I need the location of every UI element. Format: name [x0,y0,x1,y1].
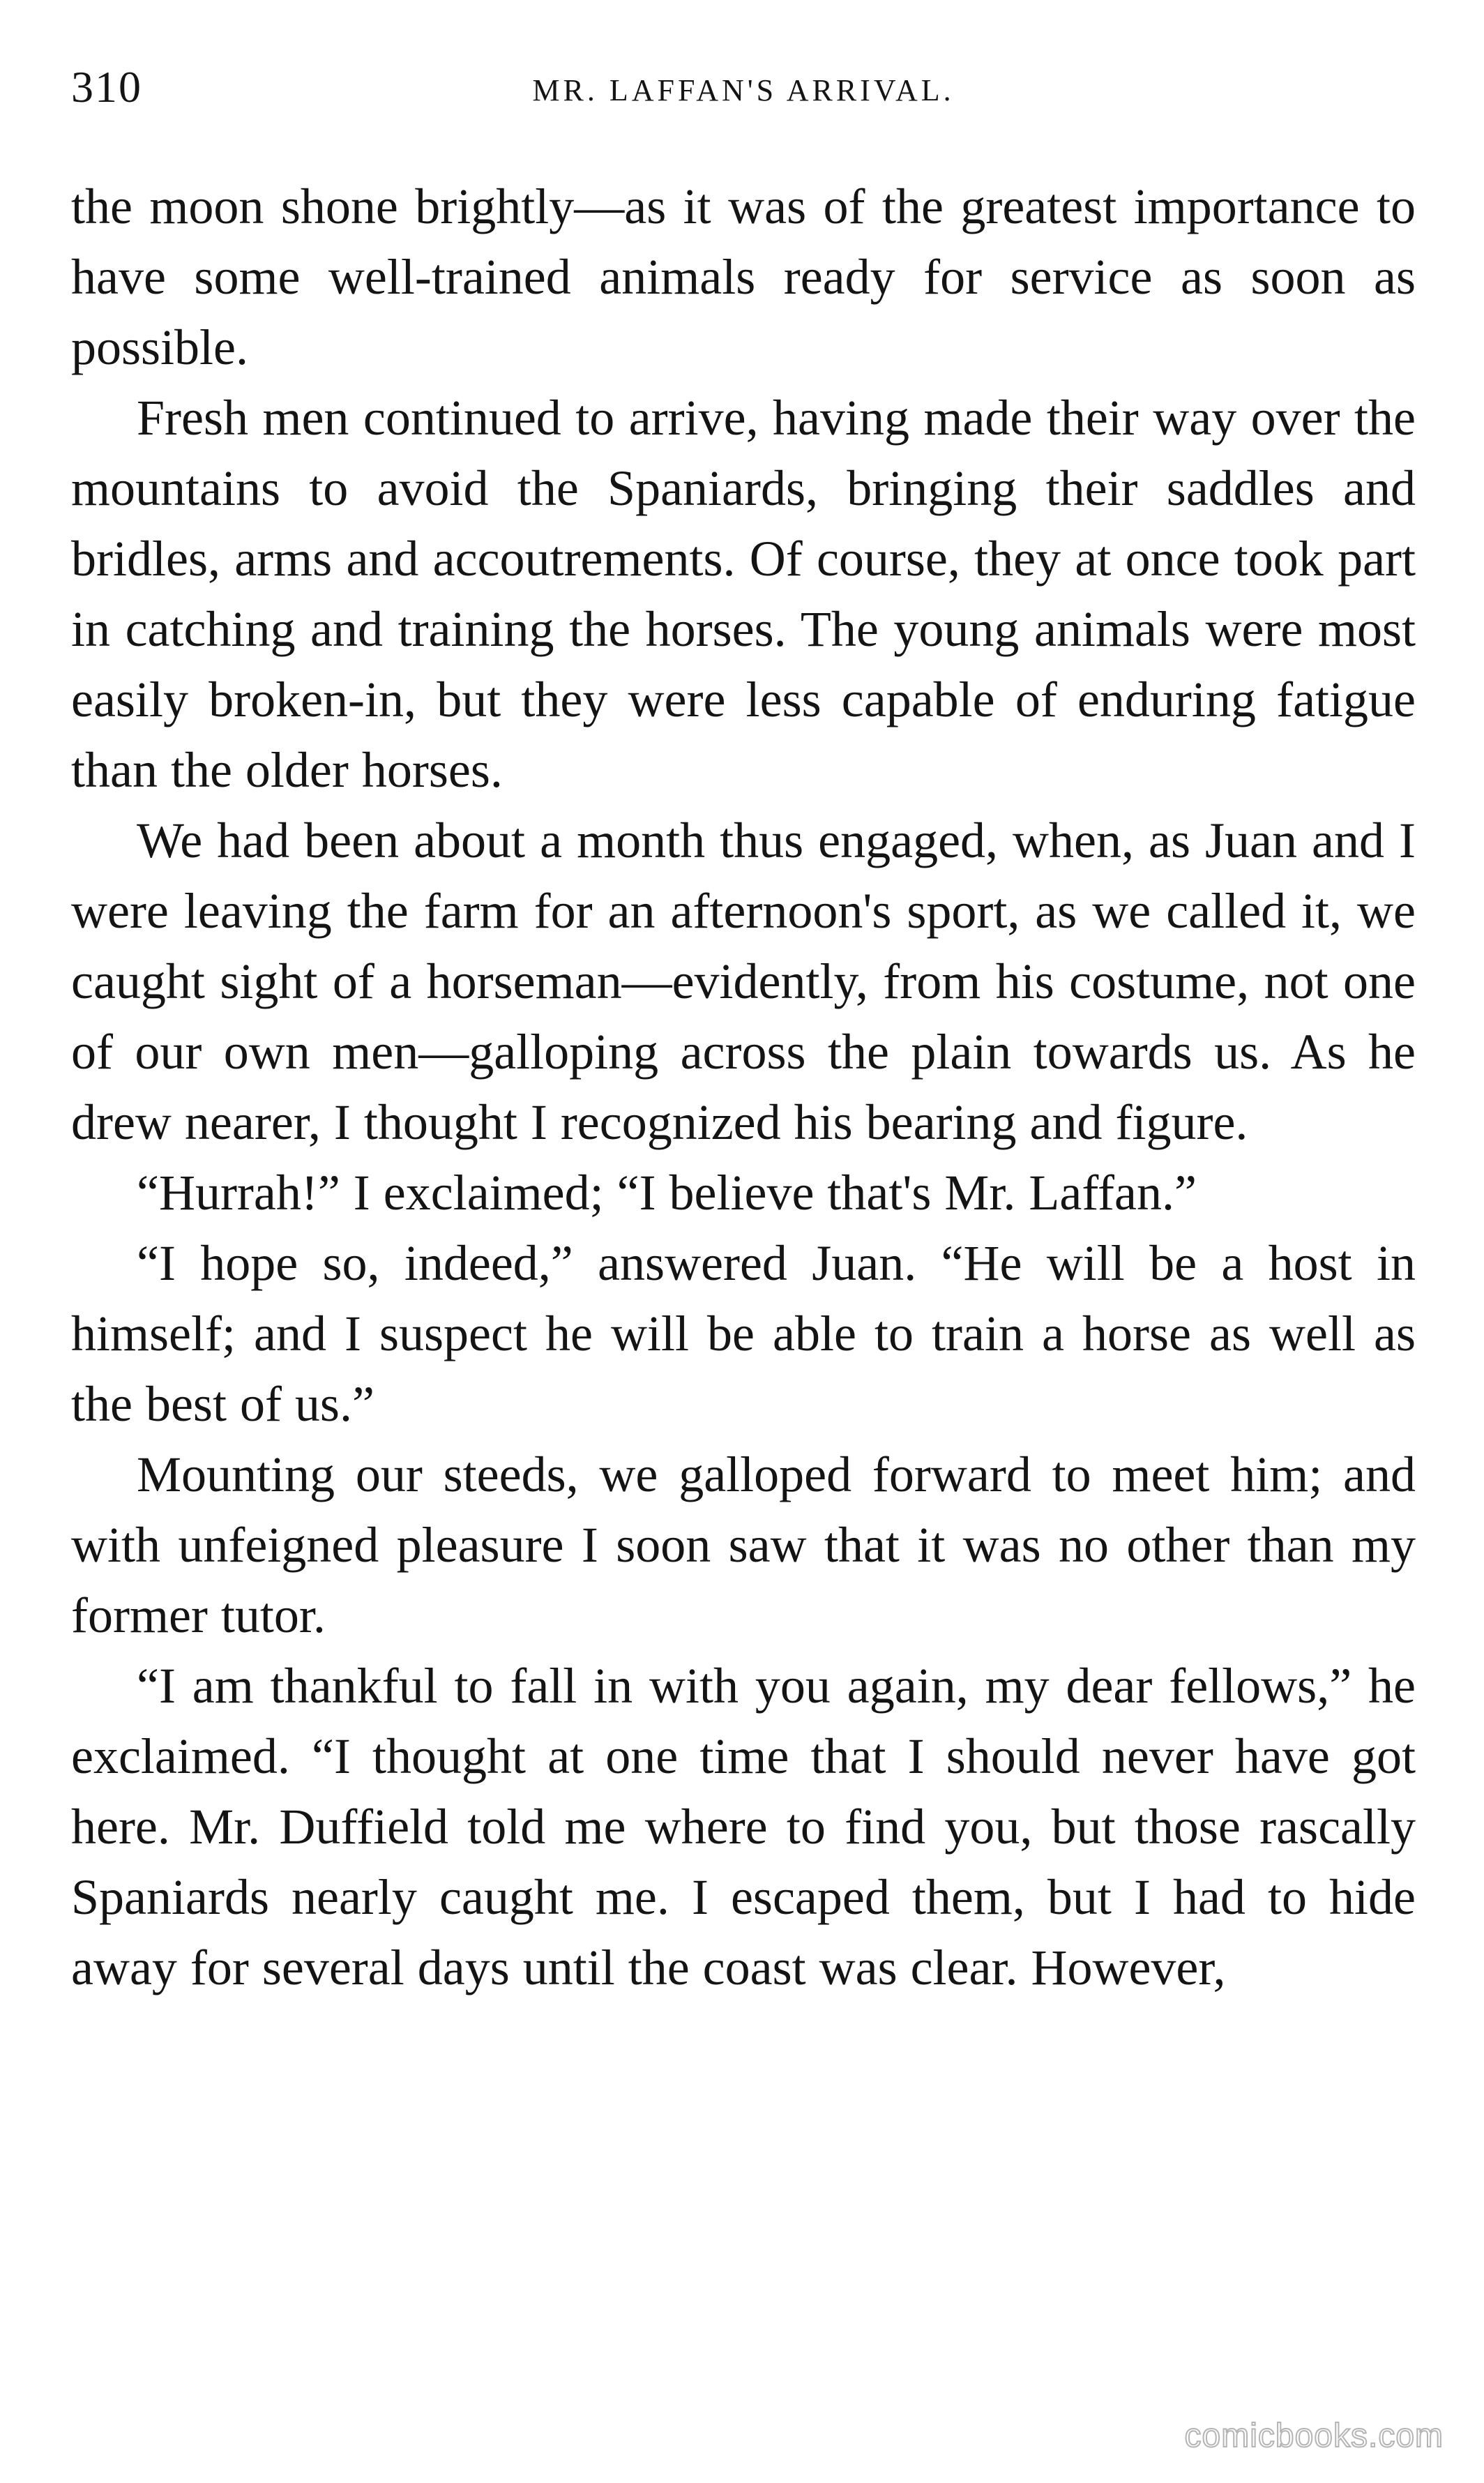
paragraph: the moon shone brightly—as it was of the greatest importance to have some well-trained animals ready for service as soon as possible. [71,179,1416,375]
body-text [71,172,1416,2003]
paragraph: “I am thankful to fall in with you again, my dear fellows,” he exclaimed. “I thought at one time that I should never have got here. Mr. Duffield told me where to find you, but those rascally Spaniards nearly caught me. I escaped them, but I had to hide away for several days until the coast was clear. However, [71,1658,1416,1995]
watermark: comicbooks.com [1184,2417,1444,2454]
page-number: 310 [71,62,142,112]
paragraph: Fresh men continued to arrive, having made their way over the mountains to avoid the Spaniards, bringing their saddles and bridles, arms and accoutrements. Of course, they at once took part in catching and training the horses. The young animals were most easily broken-in, but they were less capable of enduring fatigue than the older horses. [71,390,1416,798]
paragraph: We had been about a month thus engaged, when, as Juan and I were leaving the farm for an afternoon's sport, as we called it, we caught sight of a horseman—evidently, from his costume, not one of our own men—galloping across the plain towards us. As he drew nearer, I thought I recognized his bearing and figure. [71,813,1416,1150]
running-head: MR. LAFFAN'S ARRIVAL. [532,73,955,107]
paragraph: Mounting our steeds, we galloped forward to meet him; and with unfeigned pleasure I soon saw that it was no other than my former tutor. [71,1447,1416,1643]
paragraph: “I hope so, indeed,” answered Juan. “He will be a host in himself; and I suspect he will be able to train a horse as well as the best of us.” [71,1235,1416,1432]
paragraph: “Hurrah!” I exclaimed; “I believe that's Mr. Laffan.” [137,1165,1197,1221]
page-header [71,61,1416,124]
